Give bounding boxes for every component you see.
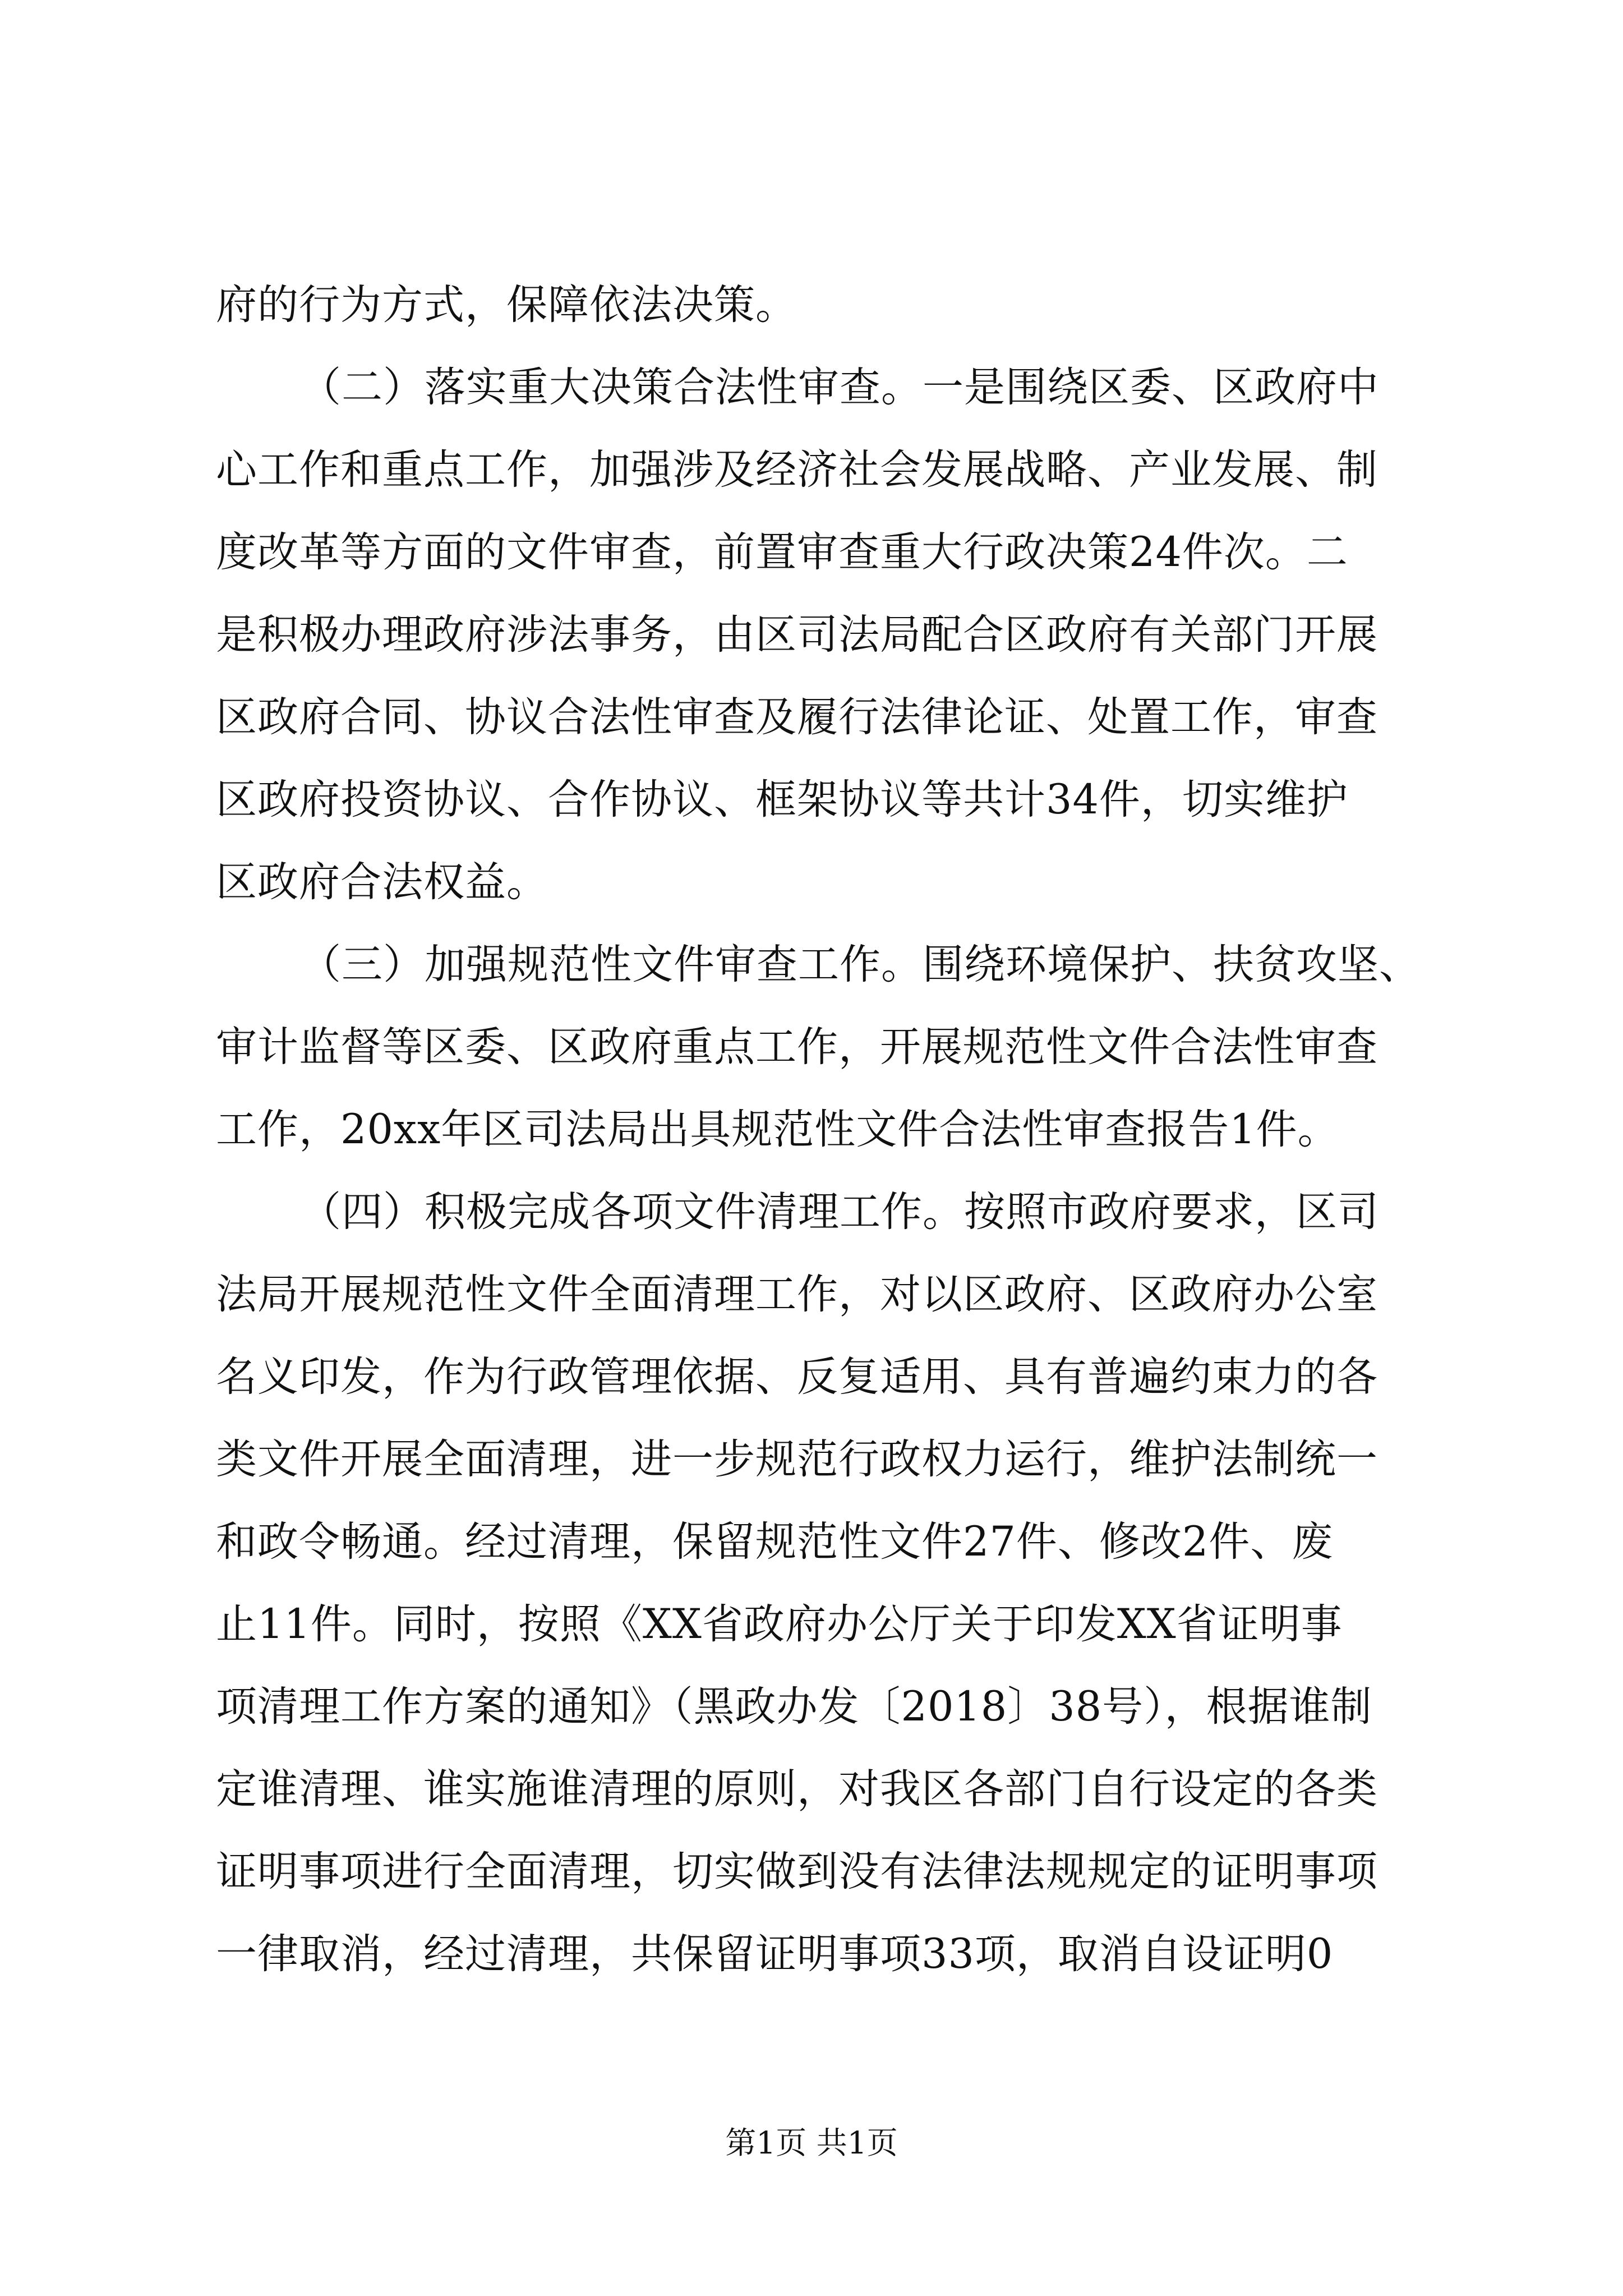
text-line: 是积极办理政府涉法事务，由区司法局配合区政府有关部门开展 <box>216 611 1378 659</box>
page-number-label: 第1页 共1页 <box>725 2125 898 2161</box>
text-line: 和政令畅通。经过清理，保留规范性文件27件、修改2件、废 <box>216 1518 1334 1566</box>
text-line: 项清理工作方案的通知》（黑政办发〔2018〕38号），根据谁制 <box>216 1683 1372 1731</box>
text-line: 法局开展规范性文件全面清理工作，对以区政府、区政府办公室 <box>216 1271 1378 1318</box>
text-line: 名义印发，作为行政管理依据、反复适用、具有普遍约束力的各 <box>216 1353 1378 1401</box>
text-line: 心工作和重点工作，加强涉及经济社会发展战略、产业发展、制 <box>216 446 1378 494</box>
text-line: 定谁清理、谁实施谁清理的原则，对我区各部门自行设定的各类 <box>216 1765 1378 1813</box>
text-line: 区政府合法权益。 <box>216 858 548 906</box>
text-line-paragraph-4-start: （四）积极完成各项文件清理工作。按照市政府要求，区司 <box>300 1188 1379 1236</box>
text-line: 止11件。同时，按照《XX省政府办公厅关于印发XX省证明事 <box>216 1600 1343 1648</box>
text-line: 度改革等方面的文件审查，前置审查重大行政决策24件次。二 <box>216 528 1348 576</box>
text-line: 类文件开展全面清理，进一步规范行政权力运行，维护法制统一 <box>216 1435 1378 1483</box>
text-line: 一律取消，经过清理，共保留证明事项33项，取消自设证明0 <box>216 1930 1334 1978</box>
document-body <box>216 264 1430 1995</box>
page-footer <box>0 2120 1623 2165</box>
text-line-paragraph-3-start: （三）加强规范性文件审查工作。围绕环境保护、扶贫攻坚、 <box>300 941 1421 988</box>
text-line: 府的行为方式，保障依法决策。 <box>216 281 797 329</box>
text-line: 证明事项进行全面清理，切实做到没有法律法规规定的证明事项 <box>216 1848 1378 1895</box>
text-line: 区政府投资协议、合作协议、框架协议等共计34件，切实维护 <box>216 776 1348 823</box>
text-line: 审计监督等区委、区政府重点工作，开展规范性文件合法性审查 <box>216 1023 1378 1071</box>
text-line: 工作，20xx年区司法局出具规范性文件合法性审查报告1件。 <box>216 1106 1339 1153</box>
text-line: 区政府合同、协议合法性审查及履行法律论证、处置工作，审查 <box>216 693 1378 741</box>
text-line-paragraph-2-start: （二）落实重大决策合法性审查。一是围绕区委、区政府中 <box>300 364 1379 411</box>
